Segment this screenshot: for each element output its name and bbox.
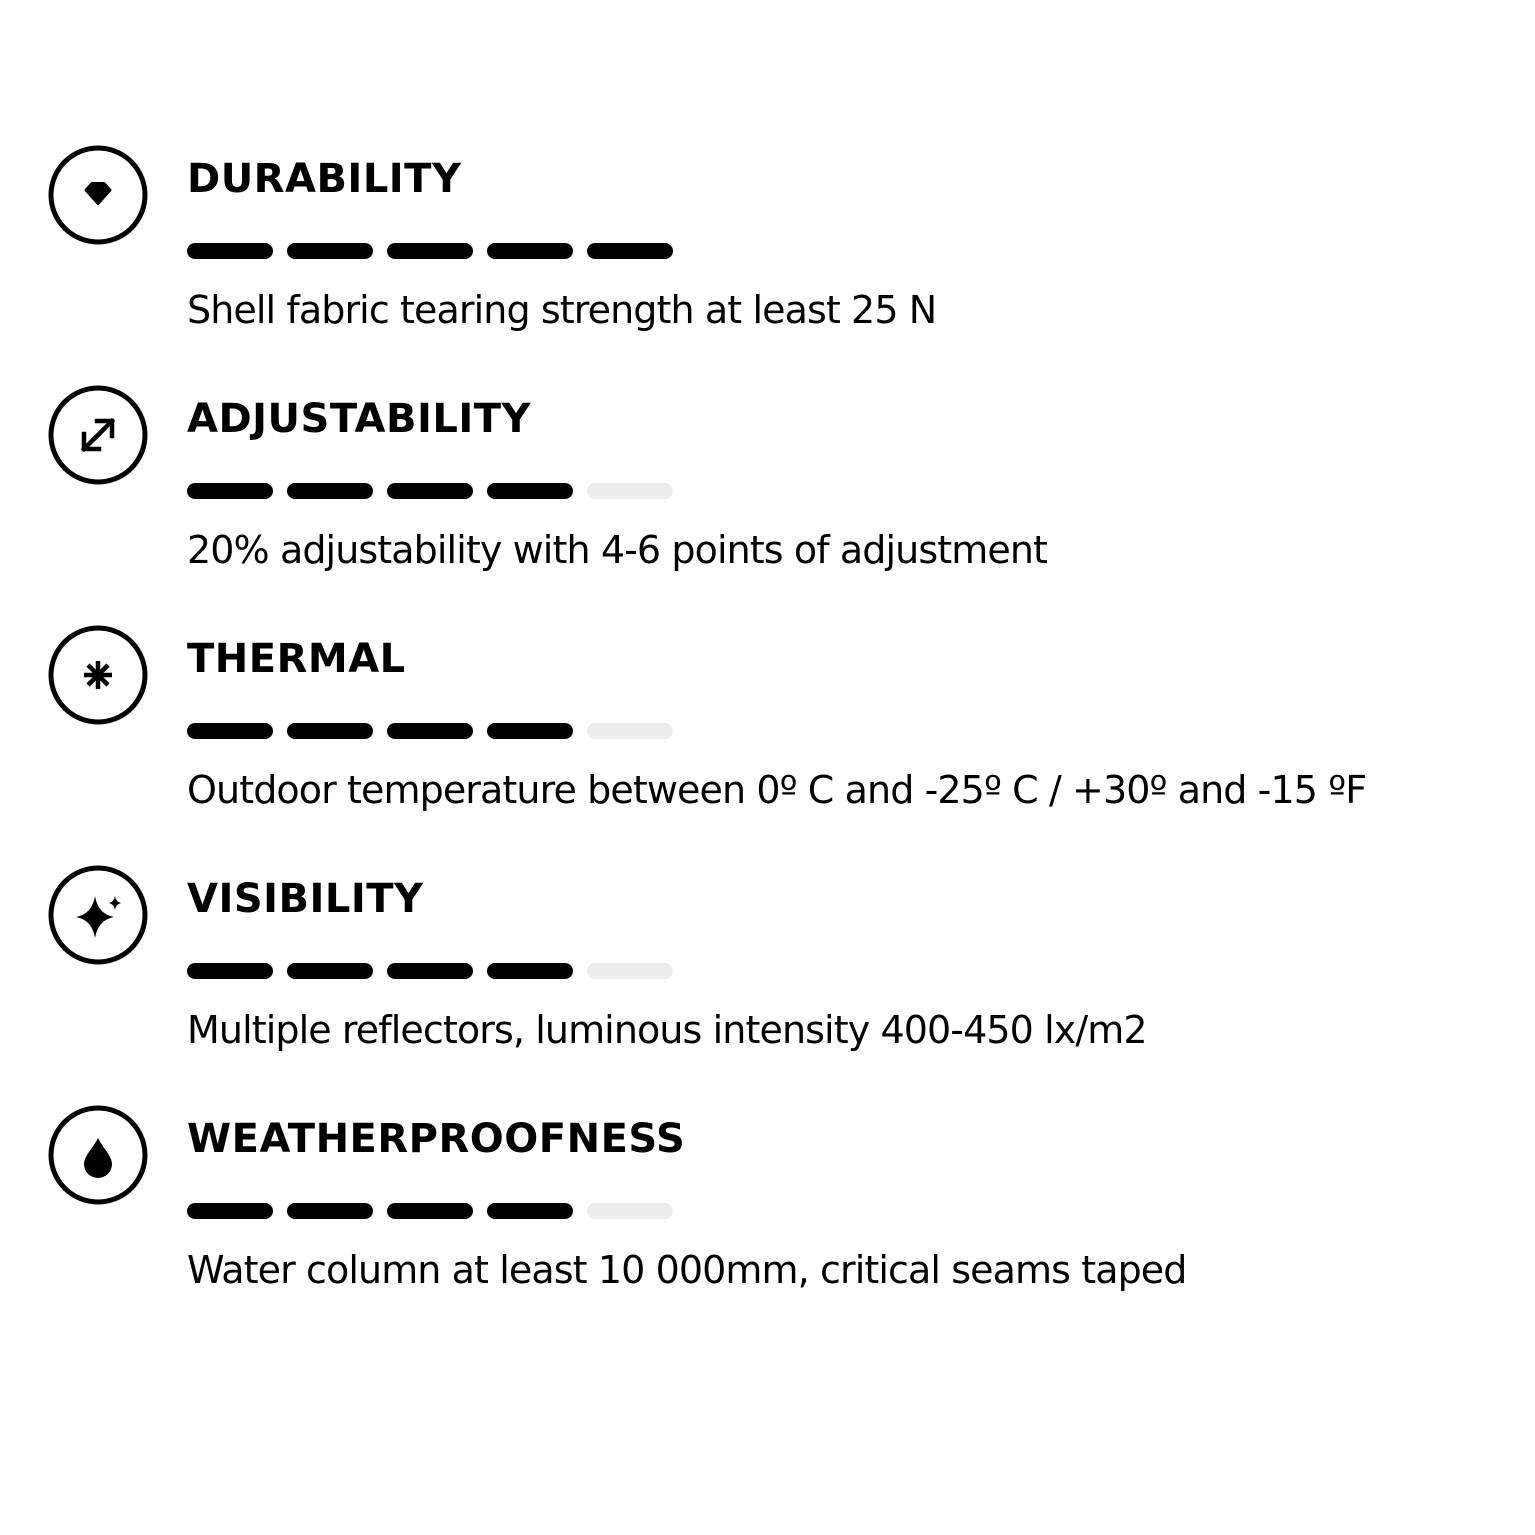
feature-description: Multiple reflectors, luminous intensity 400-450 lx/m2 [187,1008,1147,1052]
feature-adjustability [0,240,1535,572]
feature-title: DURABILITY [187,156,462,202]
rating-segment-filled [487,1203,573,1219]
expand-arrows-icon [48,385,148,485]
rating-bar [187,1203,687,1219]
feature-title: WEATHERPROOFNESS [187,1116,686,1162]
feature-title: THERMAL [187,636,406,682]
feature-title: VISIBILITY [187,876,424,922]
feature-thermal [0,480,1535,812]
snowflake-icon [48,625,148,725]
diamond-icon [48,145,148,245]
water-drop-icon [48,1105,148,1205]
feature-title: ADJUSTABILITY [187,396,531,442]
feature-visibility [0,720,1535,1052]
feature-weatherproofness [0,960,1535,1292]
rating-segment-empty [587,1203,673,1219]
feature-description: Shell fabric tearing strength at least 25 N [187,288,937,332]
feature-description: Water column at least 10 000mm, critical seams taped [187,1248,1187,1292]
feature-description: 20% adjustability with 4-6 points of adjustment [187,528,1047,572]
feature-durability [0,0,1535,332]
feature-description: Outdoor temperature between 0º C and -25º C / +30º and -15 ºF [187,768,1367,812]
rating-segment-filled [387,1203,473,1219]
rating-segment-filled [287,1203,373,1219]
rating-segment-filled [187,1203,273,1219]
sparkle-icon [48,865,148,965]
